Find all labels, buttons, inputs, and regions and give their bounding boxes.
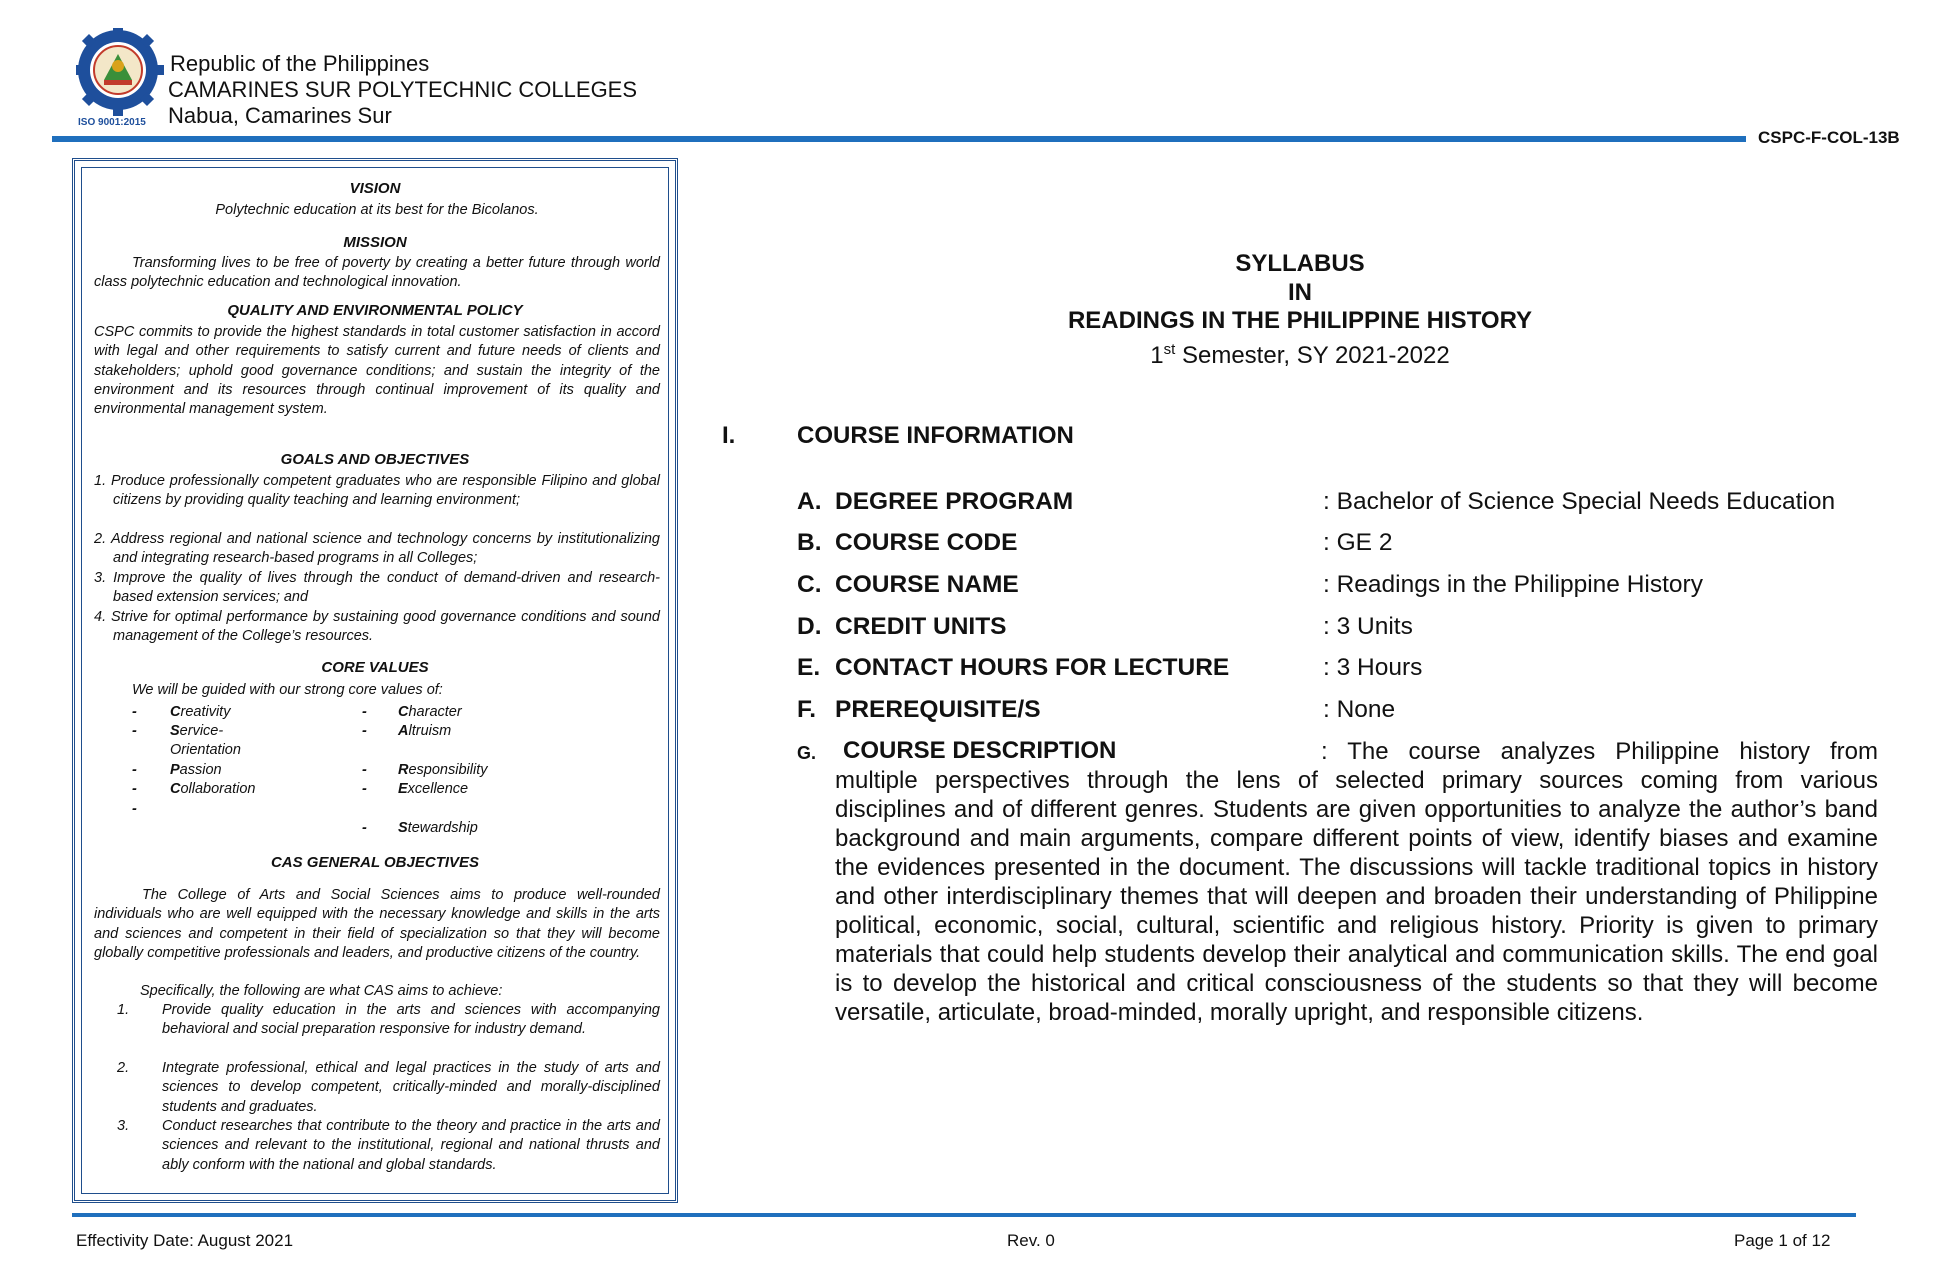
header-college-name: CAMARINES SUR POLYTECHNIC COLLEGES	[168, 77, 638, 102]
semester-line: 1st Semester, SY 2021-2022	[1150, 341, 1450, 369]
svg-text:ISO 9001:2015: ISO 9001:2015	[78, 117, 146, 128]
core-value-dash: -	[132, 781, 137, 797]
field-value-course-code: : GE 2	[1323, 529, 1393, 556]
goal-item: 4. Strive for optimal performance by sustaining good governance conditions and sound management of the College’s resources.	[94, 609, 660, 645]
goal-item: 2. Address regional and national science and technology concerns by institutionalizing and integrating research-based programs in all Colleges;	[94, 531, 660, 567]
core-value-item: Stewardship	[398, 820, 478, 836]
cas-objective-item: 2. Integrate professional, ethical and legal practices in the study of arts and sciences to develop competent, critically-minded and morally-disciplined students and graduates.	[117, 1060, 660, 1115]
core-value-dash: -	[132, 723, 137, 739]
policy-heading: QUALITY AND ENVIRONMENTAL POLICY	[227, 302, 523, 319]
core-value-dash: -	[362, 820, 367, 836]
section-number: I.	[722, 422, 736, 449]
header-location: Nabua, Camarines Sur	[168, 103, 392, 128]
core-values-intro: We will be guided with our strong core values of:	[132, 682, 443, 698]
core-value-item: Collaboration	[170, 781, 256, 797]
footer-rule	[72, 1213, 1856, 1217]
core-value-item: Character	[398, 704, 462, 720]
field-label-course-code: B. COURSE CODE	[797, 529, 1018, 556]
cas-objective-item: 3. Conduct researches that contribute to the theory and practice in the arts and sciences and relevant to the institutional, regional and national thrusts and ably conform with the national and global standards.	[117, 1118, 660, 1173]
document-code: CSPC-F-COL-13B	[1758, 128, 1900, 147]
syllabus-title-in: IN	[1288, 279, 1312, 306]
section-title: COURSE INFORMATION	[797, 422, 1074, 449]
institution-info-panel	[72, 158, 678, 1203]
core-value-item: Excellence	[398, 781, 469, 797]
goal-item: 1. Produce professionally competent graduates who are responsible Filipino and global citizens by providing quality teaching and learning environment;	[94, 473, 660, 509]
field-label-contact-hours: E. CONTACT HOURS FOR LECTURE	[797, 654, 1230, 681]
field-label-credit-units: D. CREDIT UNITS	[797, 613, 1007, 640]
mission-heading: MISSION	[343, 234, 407, 251]
core-value-dash: -	[362, 762, 367, 778]
core-value-dash: -	[362, 704, 367, 720]
core-value-dash: -	[132, 704, 137, 720]
header-republic: Republic of the Philippines	[170, 51, 430, 76]
field-value-prerequisites: : None	[1323, 696, 1396, 723]
field-label-course-name: C. COURSE NAME	[797, 571, 1019, 598]
field-value-course-name: : Readings in the Philippine History	[1323, 571, 1703, 598]
cas-objective-item: 1. Provide quality education in the arts and sciences with accompanying behavioral and social preparation responsive for industry demand.	[117, 1002, 660, 1038]
vision-heading: VISION	[349, 180, 401, 197]
header-rule	[52, 136, 1746, 142]
field-value-credit-units: : 3 Units	[1323, 613, 1413, 640]
cas-objectives-text: The College of Arts and Social Sciences aims to produce well-rounded individuals who are well equipped with the necessary knowledge and skills in the arts and sciences and competent in their field of specialization so that they will become globally competitive professionals and leaders, and productive citizens of the country.	[94, 887, 660, 961]
effectivity-date: Effectivity Date: August 2021	[76, 1231, 294, 1250]
core-value-dash: -	[132, 762, 137, 778]
core-values-heading: CORE VALUES	[321, 659, 429, 676]
vision-text: Polytechnic education at its best for the Bicolanos.	[215, 202, 539, 218]
field-letter-course-description: G.	[797, 743, 817, 763]
core-value-item: Responsibility	[398, 762, 488, 778]
page-number: Page 1 of 12	[1734, 1231, 1831, 1250]
syllabus-title: SYLLABUS	[1235, 250, 1365, 277]
core-value-item: Orientation	[170, 742, 241, 758]
field-value-contact-hours: : 3 Hours	[1323, 654, 1423, 681]
field-label-course-description: COURSE DESCRIPTION	[843, 737, 1117, 764]
field-value-degree-program: : Bachelor of Science Special Needs Education	[1323, 488, 1836, 515]
core-value-item: Passion	[170, 762, 222, 778]
revision-number: Rev. 0	[1007, 1231, 1055, 1250]
goals-heading: GOALS AND OBJECTIVES	[280, 451, 470, 468]
core-value-item: Altruism	[398, 723, 452, 739]
field-label-prerequisites: F. PREREQUISITE/S	[797, 696, 1041, 723]
core-value-dash: -	[362, 723, 367, 739]
core-value-dash: -	[132, 801, 137, 817]
cas-objectives-intro: Specifically, the following are what CAS aims to achieve:	[140, 983, 503, 999]
goal-item: 3. Improve the quality of lives through the conduct of demand-driven and research-based extension services; and	[94, 570, 660, 606]
cas-objectives-heading: CAS GENERAL OBJECTIVES	[270, 854, 480, 871]
core-value-item: Service-	[170, 723, 224, 739]
core-value-item: Creativity	[170, 704, 231, 720]
policy-text: CSPC commits to provide the highest standards in total customer satisfaction in accord with legal and other requirements to satisfy current and future needs of clients and stakeholders; uphold good governance conditions; and sustain the integrity of the environment and its resources through continual improvement of its quality and environmental management system.	[94, 324, 660, 418]
course-description-text: : The course analyzes Philippine history from multiple perspectives through the lens of selected primary sources coming from various disciplines and of different genres. Students are given opportunities to analyze the author’s band background and main arguments, compare different points of view, identify biases and examine the evidences presented in the document. The discussions will tackle traditional topics in history and other interdisciplinary themes that will deepen and broaden their understanding of Philippine political, economic, social, cultural, scientific and religious history. Priority is given to primary materials that could help students develop their analytical and communication skills. The end goal is to develop the historical and critical consciousness of the students so that they will become versatile, articulate, broad-minded, morally upright, and responsible citizens.	[835, 738, 1878, 1026]
field-label-degree-program: A. DEGREE PROGRAM	[797, 488, 1074, 515]
mission-text: Transforming lives to be free of poverty by creating a better future through world class polytechnic education and technological innovation.	[94, 255, 660, 291]
core-value-dash: -	[362, 781, 367, 797]
college-seal-logo	[76, 28, 166, 128]
course-title: READINGS IN THE PHILIPPINE HISTORY	[1067, 307, 1533, 334]
